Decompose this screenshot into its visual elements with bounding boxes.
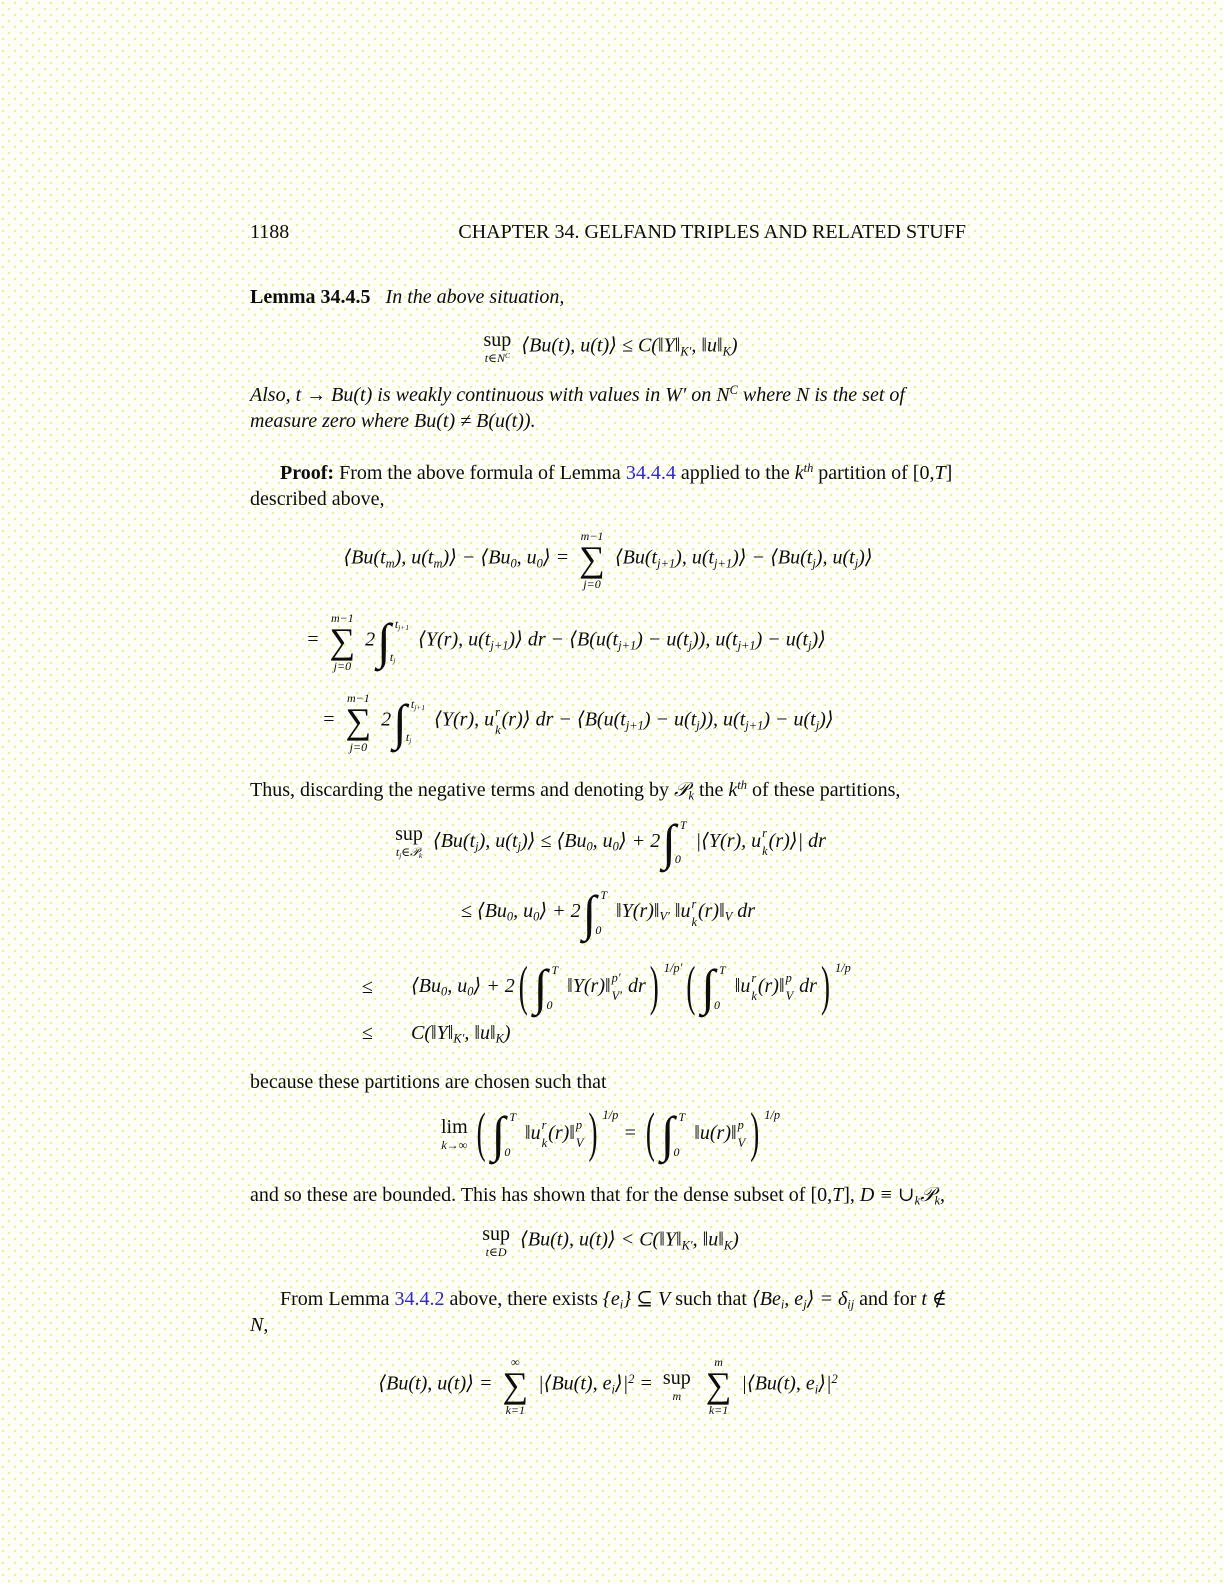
equation-sup-partition: sup $t_j\in�_k$ $⟨Bu(t_j)$, $u(t_j)⟩$ ≤ $⟨Bu_0$, $u_0⟩ + 2$ ∫ T 0 |⟨Y(r), u r k (r)⟩| dr	[395, 814, 826, 871]
relation-leq: ≤	[362, 975, 373, 998]
page-content	[250, 220, 966, 1416]
cross-reference-link[interactable]: 34.4.4	[625, 462, 676, 485]
proof-label: Proof:	[280, 462, 335, 485]
equation-holder-bound	[362, 954, 966, 1046]
relation-leq: ≤	[362, 1021, 373, 1044]
page-number: 1188	[250, 221, 290, 243]
equation-sup-over-nc: sup $t\in N^C$ ⟨Bu(t), u(t)⟩ ≤ $C(‖Y‖_{K'}$, $‖u‖_K$)	[483, 329, 738, 366]
equation-sum-integral-1: = m−1 ∑ j=0 2 ∫ $t_{j+1}$ $t_j$ ⟨Y(r), $u(t_{j+1})⟩$ dr − $⟨B(u(t_{j+1}) - u(t_j))$, $u(t_{j+1})$ − $u(t_j)⟩$	[306, 611, 826, 674]
paragraph-because: because these partitions are chosen such that	[250, 1070, 607, 1093]
paragraph-proof	[250, 460, 966, 512]
equation-basis-expansion: ⟨Bu(t), u(t)⟩ = ∞ ∑ k=1 |⟨Bu(t), $e_i⟩|^2$ = sup m m ∑ k=1 |⟨Bu(t), $e_i⟩|^2$	[378, 1354, 838, 1417]
holder-line-2-body: $C(‖Y‖_{K'}$, $‖u‖_K$)	[410, 1021, 511, 1046]
proof-text: From the above formula of Lemma 34.4.4 applied to the $k^{th}$ partition of [0,T] described above,	[250, 461, 953, 511]
running-header	[250, 220, 966, 244]
lemma-label: Lemma 34.4.5	[250, 286, 371, 308]
paragraph-from-lemma: From Lemma 34.4.2 above, there exists $\{e_i\}$ ⊆ V such that $⟨Be_i$, $e_j⟩ = \delta_{ij}$ and for t ∉ N,	[250, 1287, 947, 1336]
equation-norm-bound: ≤ $⟨Bu_0$, $u_0⟩ + 2$ ∫ T 0 $‖Y(r)‖_{V'}$ ‖u r k $(r)‖_V$ dr	[460, 884, 756, 941]
paragraph-also: Also, t → Bu(t) is weakly continuous with values in W′ on $N^C$ where N is the set of measure zero where Bu(t) ≠ B(u(t)).	[250, 383, 905, 433]
paragraph-thus: Thus, discarding the negative terms and denoting by $�_k$ the $k^{th}$ of these partitions,	[250, 777, 901, 803]
equation-sup-dense-subset: sup t∈D ⟨Bu(t), u(t)⟩ < $C(‖Y‖_{K'}$, $‖u‖_K$)	[482, 1222, 739, 1259]
holder-bound-line-2	[362, 1021, 966, 1045]
lemma-intro: In the above situation,	[385, 286, 565, 308]
cross-reference-link[interactable]: 34.4.2	[394, 1287, 445, 1310]
lemma-heading	[250, 284, 966, 310]
holder-bound-line-1	[362, 954, 966, 1017]
chapter-title: CHAPTER 34. GELFAND TRIPLES AND RELATED STUFF	[458, 221, 966, 243]
equation-sum-integral-2: = m−1 ∑ j=0 2 ∫ $t_{j+1}$ $t_j$ ⟨Y(r), u r k (r)⟩ dr − $⟨B(u(t_{j+1}) - u(t_j))$, $u(t_{j+1})$ − $u(t_j)⟩$	[322, 691, 834, 754]
equation-telescoping-sum: $⟨Bu(t_m)$, $u(t_m)⟩$ − $⟨Bu_0$, $u_0⟩$ = m−1 ∑ j=0 $⟨Bu(t_{j+1})$, $u(t_{j+1})⟩$ − $⟨Bu(t_j)$, $u(t_j)⟩$	[343, 529, 873, 592]
holder-line-1-body: $⟨Bu_0$, $u_0⟩ + 2$ ( ∫ T 0 ‖Y(r)‖ p′ V′ dr ) $^{1/p'}$ ( ∫ T 0 ‖u r k (r)‖ p V dr ) $^{1/p}$	[410, 954, 851, 1017]
paragraph-and-so: and so these are bounded. This has shown that for the dense subset of [0,T], $D \equiv \cup_k�_k$,	[250, 1183, 946, 1208]
equation-limit: lim k→∞ ( ∫ T 0 ‖u r k (r)‖ p V ) $^{1/p}$ = ( ∫ T 0 ‖u(r)‖ p V ) $^{1/p}$	[440, 1100, 781, 1163]
